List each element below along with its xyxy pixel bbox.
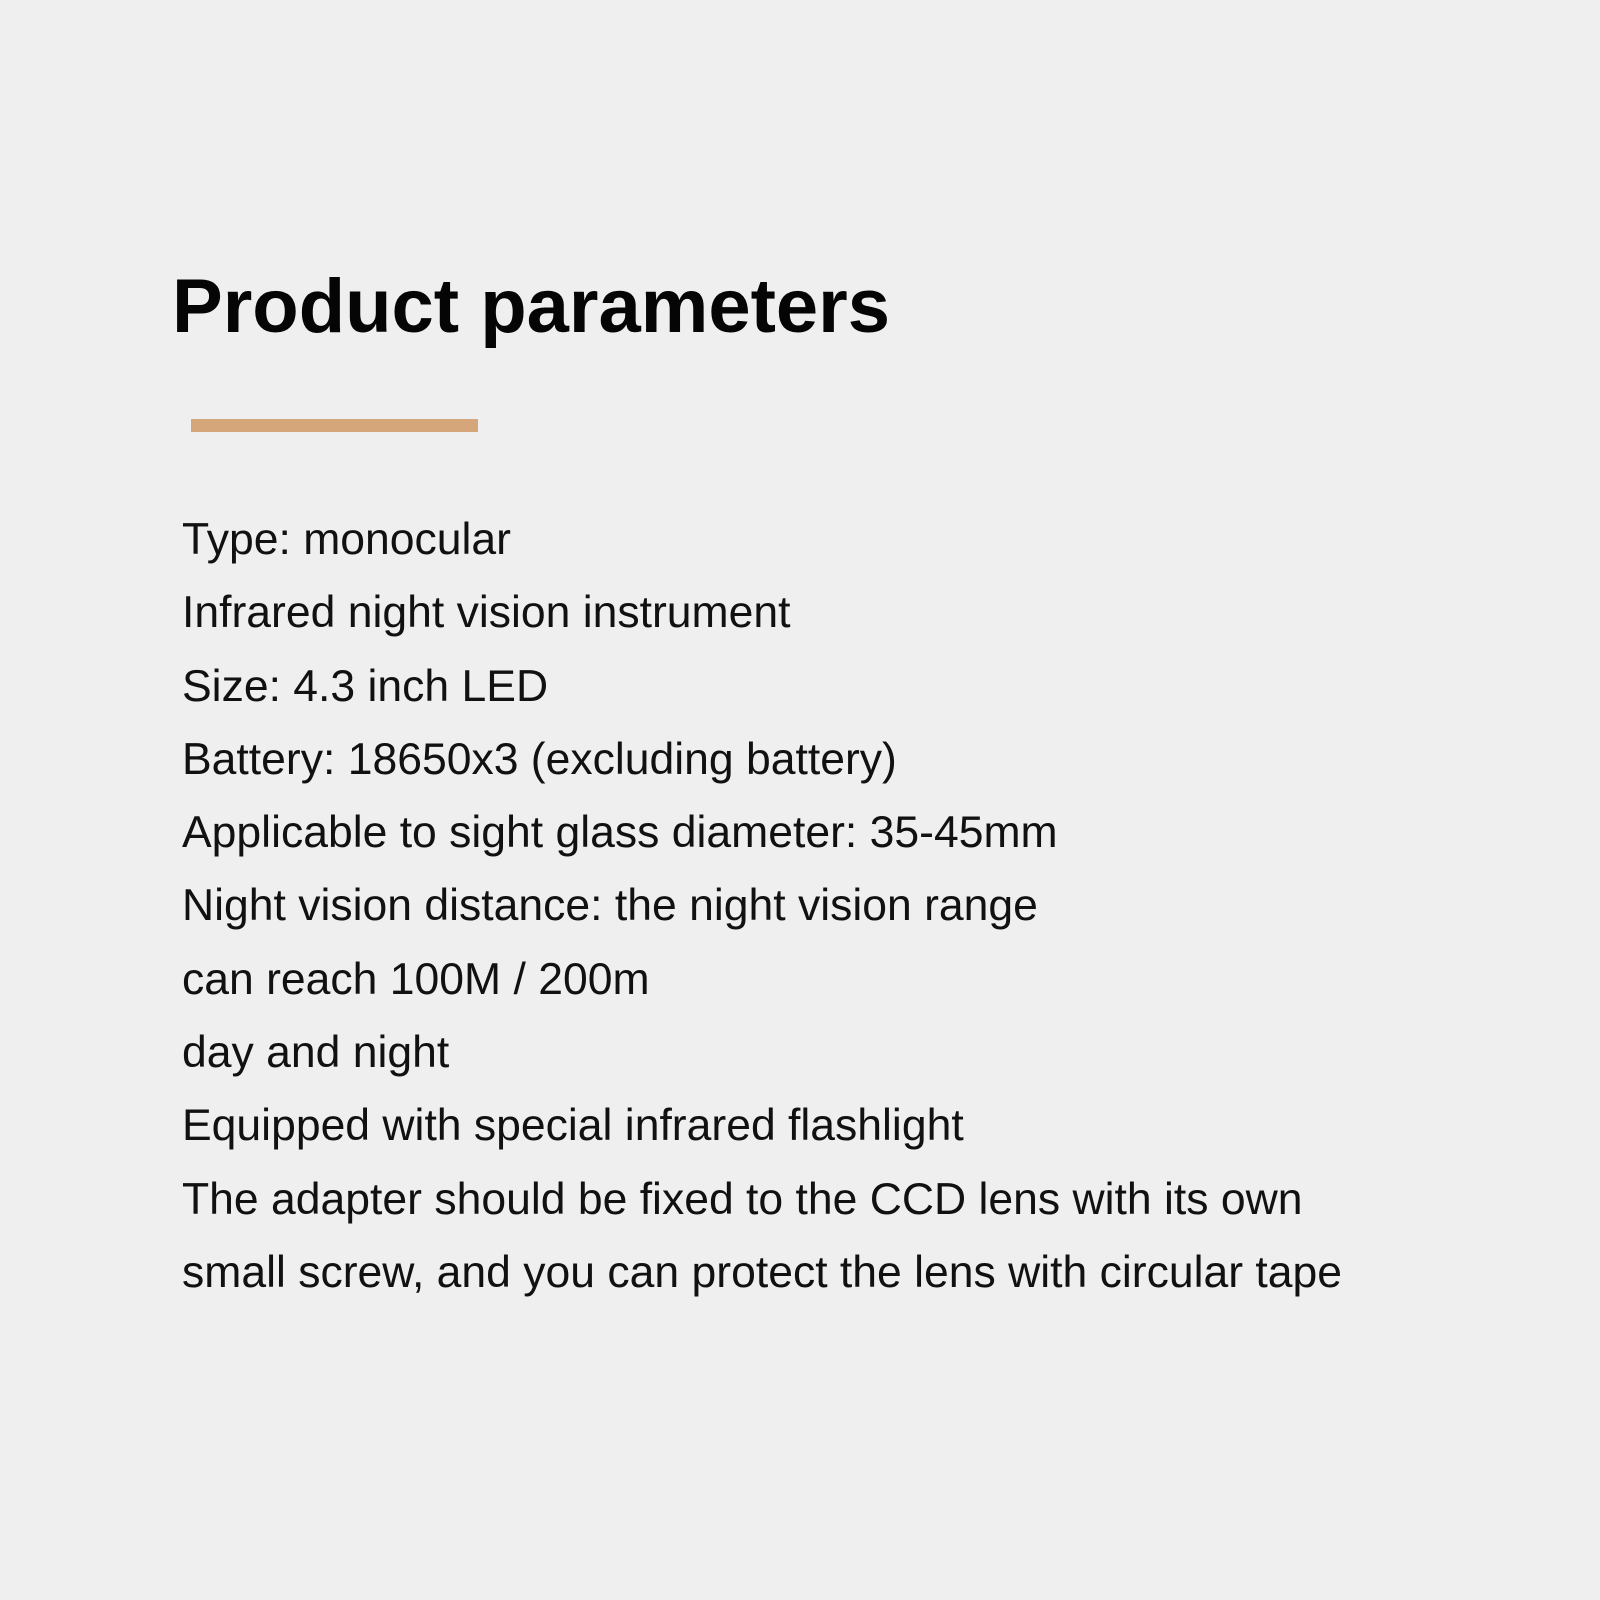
parameter-line-battery: Battery: 18650x3 (excluding battery) (182, 734, 897, 784)
parameter-line-distance-cont: can reach 100M / 200m (182, 954, 650, 1004)
parameter-line-size: Size: 4.3 inch LED (182, 661, 549, 711)
parameter-line-description: Infrared night vision instrument (182, 588, 791, 638)
parameter-line-type: Type: monocular (182, 515, 511, 564)
parameter-line-distance: Night vision distance: the night vision range (182, 881, 1038, 931)
parameter-line-adapter-cont: small screw, and you can protect the lens with circular tape (182, 1247, 1343, 1297)
parameter-line-flashlight: Equipped with special infrared flashlight (182, 1101, 964, 1151)
parameter-line-adapter: The adapter should be fixed to the CCD lens with its own (182, 1174, 1303, 1224)
page-title: Product parameters (172, 264, 891, 349)
parameter-line-diameter: Applicable to sight glass diameter: 35-45mm (182, 808, 1058, 858)
title-underline-accent (191, 419, 478, 432)
parameter-line-day-night: day and night (182, 1028, 450, 1078)
parameter-list (182, 503, 1342, 1309)
